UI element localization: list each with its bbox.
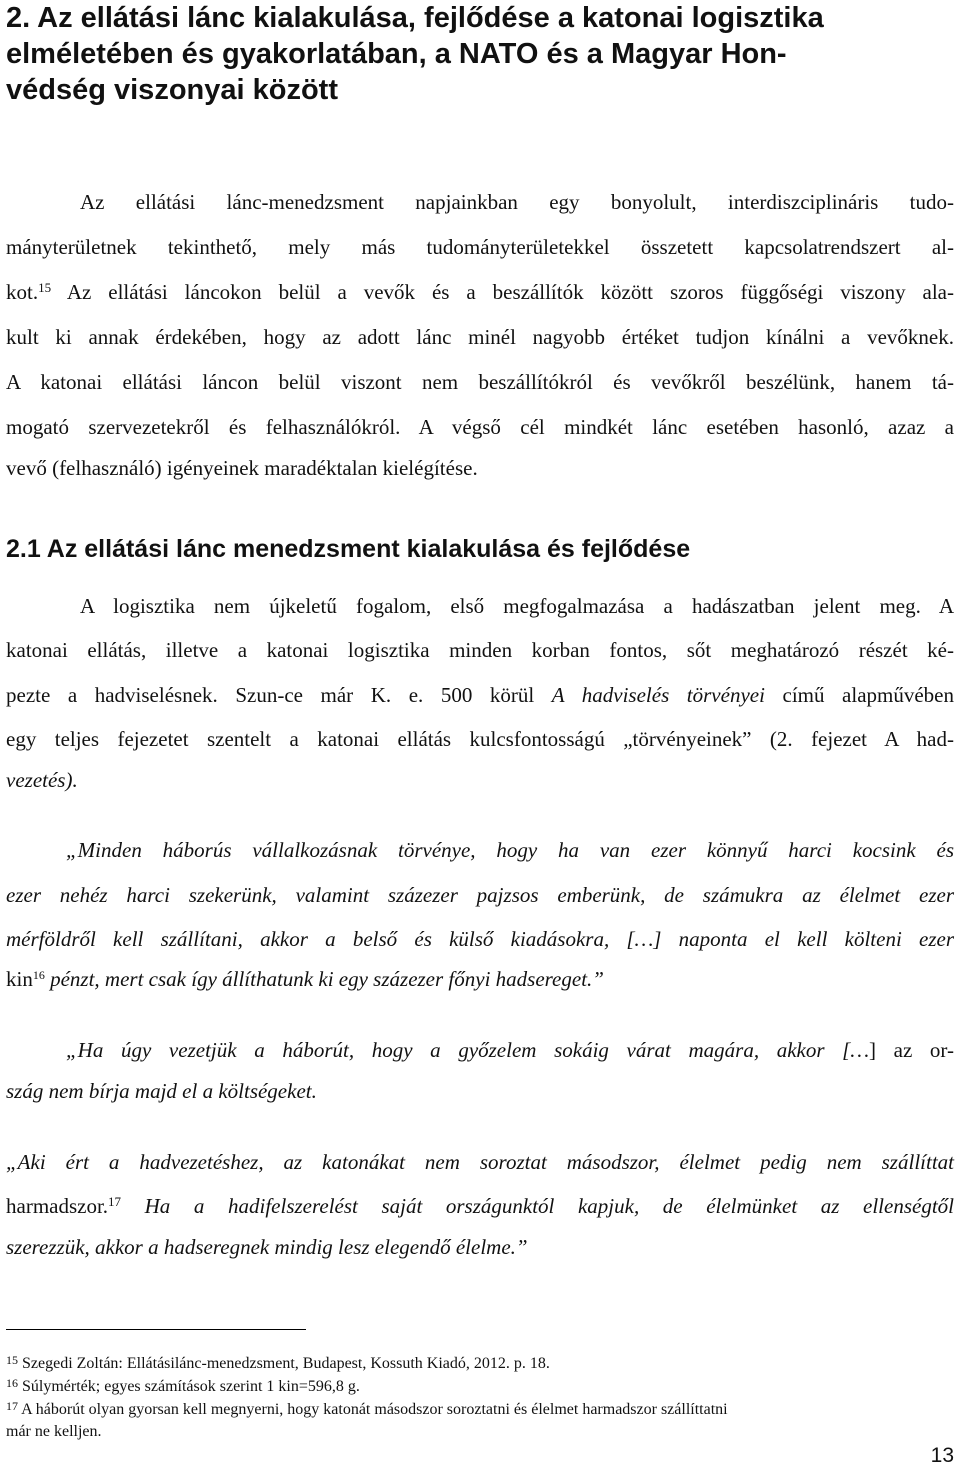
footnote-ref[interactable]: 15 — [38, 280, 52, 295]
quote-line: „Minden háborús vállalkozásnak törvénye, hogy ha van ezer könnyű harci kocsink és — [66, 838, 954, 862]
footnote-text: Súlymérték; egyes számítások szerint 1 kin=596,8 g. — [18, 1378, 360, 1395]
paragraph-line: vezetés). — [6, 768, 78, 792]
paragraph-line: A katonai ellátási láncon belül viszont nem beszállítókról és vevőkről beszélünk, hanem tá- — [6, 370, 954, 394]
paragraph-line: kult ki annak érdekében, hogy az adott lánc minél nagyobb értéket tudjon kínálni a vevőknek. — [6, 325, 954, 349]
paragraph-line: A logisztika nem újkeletű fogalom, első megfogalmazása a hadászatban jelent meg. A — [80, 594, 954, 618]
text-run: kot. — [6, 280, 39, 304]
footnote-17-continued: már ne kelljen. — [6, 1423, 102, 1440]
quote-line — [6, 1194, 954, 1218]
quote-line — [6, 967, 604, 991]
footnote-17 — [6, 1400, 728, 1420]
quote-line: szerezzük, akkor a hadseregnek mindig lesz elegendő élelme.” — [6, 1235, 528, 1259]
paragraph-line: katonai ellátás, illetve a katonai logisztika minden korban fontos, sőt meghatározó részét ké- — [6, 638, 954, 662]
paragraph-line: mogató szervezetekről és felhasználókról. A végső cél mindkét lánc esetében hasonló, azaz a — [6, 415, 954, 439]
footnote-15 — [6, 1354, 550, 1374]
chapter-heading — [6, 0, 946, 108]
footnote-ref[interactable]: 16 — [32, 968, 45, 982]
text-run: „Ha úgy vezetjük a háborút, hogy a győzelem sokáig várat magára, akkor [… — [66, 1038, 870, 1062]
quote-line — [66, 1038, 954, 1062]
quote-line: szág nem bírja majd el a költségeket. — [6, 1079, 317, 1103]
footnote-number: 16 — [6, 1376, 18, 1390]
quote-line: ezer nehéz harci szekerünk, valamint százezer pajzsos emberünk, de számukra az élelmet ezer — [6, 883, 954, 907]
text-run: Az ellátási láncokon belül a vevők és a beszállítók között szoros függőségi viszony ala- — [51, 280, 954, 304]
paragraph-line: Az ellátási lánc-menedzsment napjainkban egy bonyolult, interdiszciplináris tudo- — [80, 190, 954, 214]
page-number: 13 — [930, 1444, 954, 1467]
footnote-text: Szegedi Zoltán: Ellátásilánc-menedzsment, Budapest, Kossuth Kiadó, 2012. p. 18. — [18, 1355, 550, 1372]
paragraph-line — [6, 683, 954, 707]
heading-line: 2. Az ellátási lánc kialakulása, fejlődése a katonai logisztika — [6, 2, 824, 34]
text-run: Ha a hadifelszerelést saját országunktól kapjuk, de élelmünket az ellenségtől — [121, 1194, 954, 1218]
footnote-16 — [6, 1377, 360, 1397]
heading-line: védség viszonyai között — [6, 74, 338, 106]
text-run: ] az or- — [869, 1038, 955, 1062]
footnote-separator — [6, 1329, 306, 1330]
text-run: harmadszor. — [6, 1194, 109, 1218]
footnote-number: 15 — [6, 1353, 18, 1367]
text-run: című alapművében — [764, 683, 954, 707]
paragraph-line: mányterületnek tekinthető, mely más tudományterületekkel összetett kapcsolatrendszert al- — [6, 235, 954, 259]
text-run: pezte a hadviselésnek. Szun-ce már K. e. 500 körül — [6, 683, 552, 707]
text-run: pénzt, mert csak így állíthatunk ki egy százezer főnyi hadsereget.” — [44, 967, 604, 991]
text-run: kin — [6, 967, 33, 991]
footnote-ref[interactable]: 17 — [108, 1194, 122, 1209]
quote-line: mérföldről kell szállítani, akkor a belső és külső kiadásokra, […] naponta el kell költeni ezer — [6, 927, 954, 951]
book-title: A hadviselés törvényei — [551, 683, 765, 707]
paragraph-line: egy teljes fejezetet szentelt a katonai ellátás kulcsfontosságú „törvényeinek” (2. fejezet A had- — [6, 727, 954, 751]
footnote-text: A háborút olyan gyorsan kell megnyerni, hogy katonát másodszor soroztatni és élelmet harmadszor szállíttatni — [18, 1401, 728, 1418]
heading-line: elméletében és gyakorlatában, a NATO és a Magyar Hon- — [6, 38, 787, 70]
quote-line: „Aki ért a hadvezetéshez, az katonákat nem soroztat másodszor, élelmet pedig nem szállíttat — [6, 1150, 954, 1174]
paragraph-line: vevő (felhasználó) igényeinek maradéktalan kielégítése. — [6, 456, 478, 480]
section-heading: 2.1 Az ellátási lánc menedzsment kialakulása és fejlődése — [6, 535, 691, 563]
footnote-number: 17 — [6, 1399, 18, 1413]
paragraph-line — [6, 280, 954, 304]
